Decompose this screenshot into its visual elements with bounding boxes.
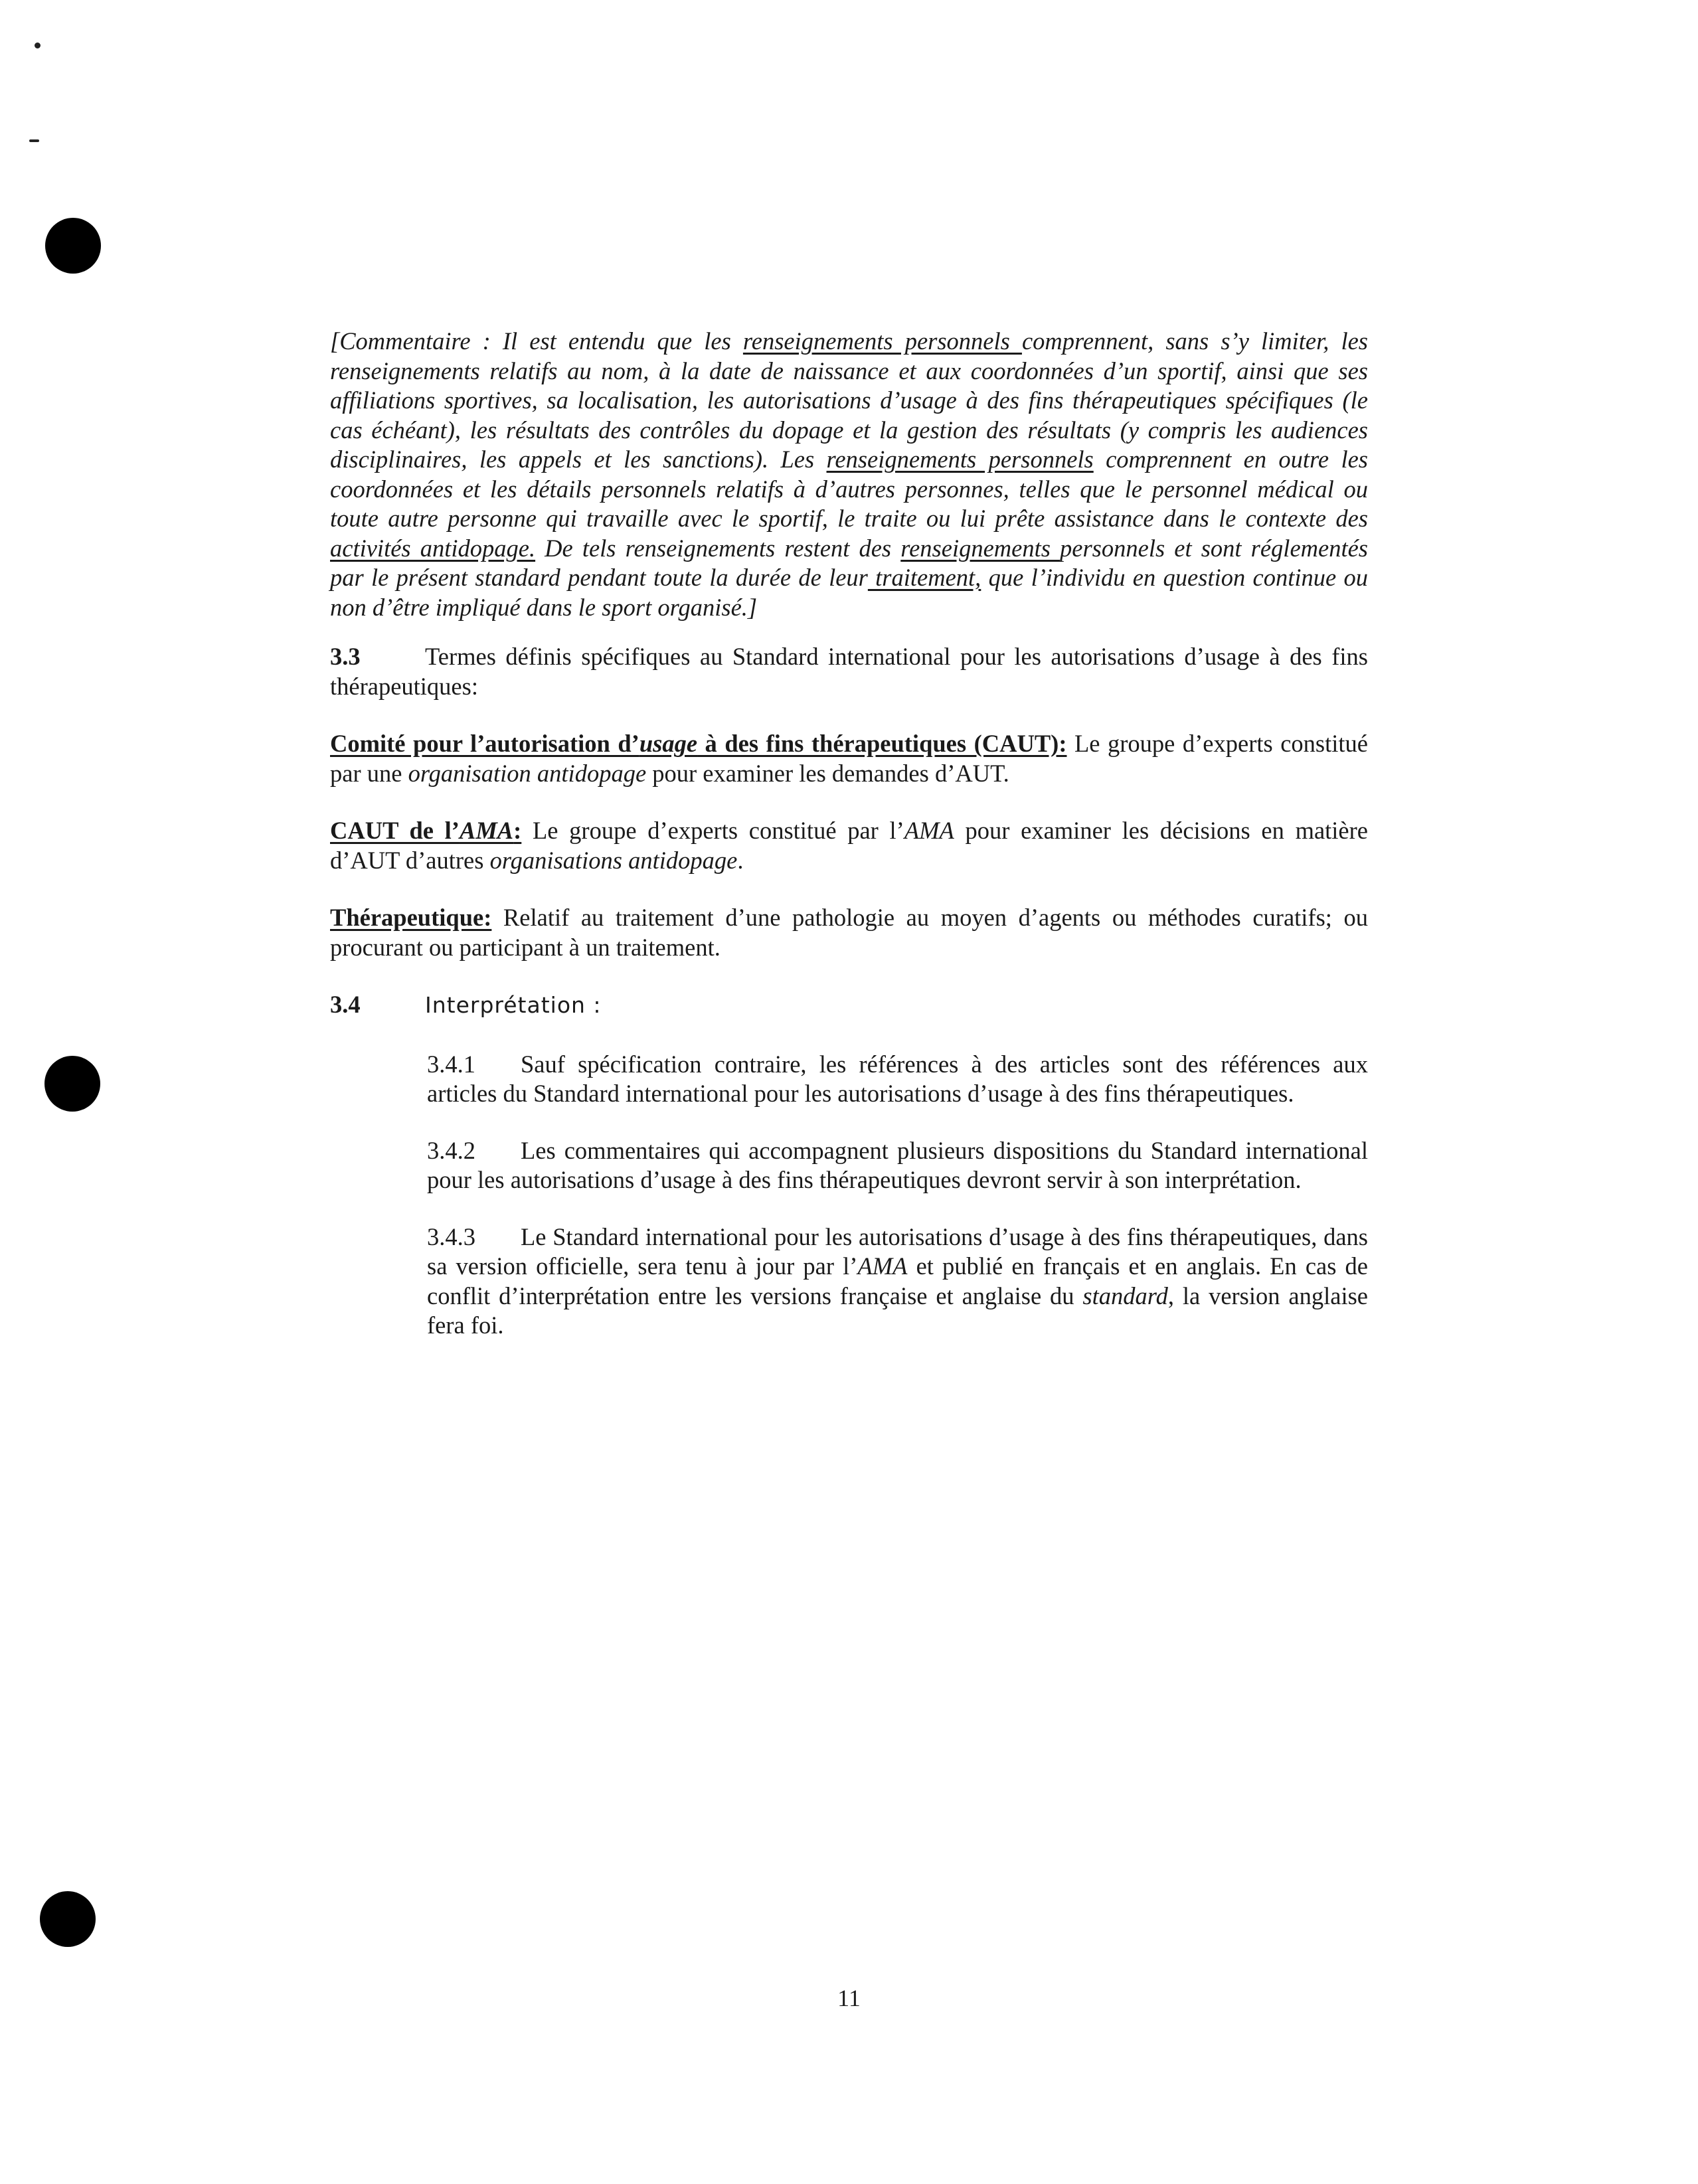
definition-text: . (737, 846, 744, 874)
defined-term-link: renseignements personnels (742, 327, 1022, 355)
section-number: 3.3 (330, 643, 361, 670)
section-3-3 (330, 642, 1368, 701)
defined-term-link: renseignements personnels (826, 446, 1094, 473)
subsection-text: et publié en français et en anglais. En cas de conflit d’interprétation entre les versions française et anglaise du (427, 1252, 1369, 1309)
definition-caut-ama (330, 816, 1368, 875)
punch-hole-top (45, 218, 101, 274)
scan-speck (35, 42, 41, 48)
subsection-text: , la version anglaise fera foi. (427, 1282, 1368, 1339)
subsection-3-4-1 (427, 1050, 1368, 1109)
definition-text-italic: AMA (904, 817, 954, 844)
subsection-number: 3.4.3 (427, 1222, 475, 1250)
definition-text: Relatif au traitement d’une pathologie au moyen d’agents ou méthodes curatifs; ou procurant ou participant à un traitement. (330, 904, 1368, 961)
subsection-text-italic: AMA (857, 1252, 908, 1280)
page-number: 11 (837, 1985, 861, 2011)
definition-term: Thérapeutique: (330, 904, 492, 931)
commentary-text: comprennent en outre les coordonnées et les détails personnels relatifs à d’autres personnes, telles que le personnel médical ou toute autre personne qui travaille avec le sportif, le traite ou lui prête assistance dans le contexte des (330, 446, 1369, 532)
commentary-text: comprennent, sans s’y limiter, les renseignements relatifs au nom, à la date de naissance et aux coordonnées d’un sportif, ainsi que ses affiliations sportives, sa localisation, les autorisations d’usage à des fins thérapeutiques spécifiques (le cas échéant), les résultats des contrôles du dopage et la gestion des résultats (y compris les audiences disciplinaires, les appels et les sanctions). Les (330, 327, 1369, 473)
document-body (330, 327, 1368, 1368)
punch-hole-middle (44, 1056, 100, 1112)
subsection-text: Le Standard international pour les autorisations d’usage à des fins thérapeutiques, dans sa version officielle, sera tenu à jour par l’ (427, 1222, 1368, 1280)
defined-term-link: activités antidopage. (330, 534, 536, 562)
section-3-4-heading (330, 990, 1368, 1021)
defined-term-link: renseignements (900, 534, 1061, 562)
commentary-text: personnels et sont réglementés par le présent standard pendant toute la durée de leur (330, 534, 1369, 591)
definition-therapeutique (330, 903, 1368, 962)
definition-text: Le groupe d’experts constitué par l’ (521, 817, 904, 844)
commentary-text: De tels renseignements restent des (535, 534, 901, 562)
definition-term: CAUT de l’AMA: (330, 817, 522, 844)
definition-text: pour examiner les décisions en matière d’AUT d’autres (330, 817, 1368, 874)
commentary-text: [Commentaire : Il est entendu que les (330, 327, 743, 355)
subsection-text: Sauf spécification contraire, les références à des articles sont des références aux articles du Standard international pour les autorisations d’usage à des fins thérapeutiques. (427, 1050, 1368, 1107)
commentary-paragraph (330, 327, 1368, 622)
definition-caut (330, 729, 1368, 788)
section-text: Termes définis spécifiques au Standard international pour les autorisations d’usage à des fins thérapeutiques: (330, 643, 1368, 700)
subsection-3-4-2 (427, 1136, 1368, 1195)
subsection-number: 3.4.1 (427, 1050, 475, 1078)
definition-text-italic: organisation antidopage (408, 759, 647, 787)
definition-text-italic: organisations antidopage (489, 846, 738, 874)
subsection-text: Les commentaires qui accompagnent plusieurs dispositions du Standard international pour les autorisations d’usage à des fins thérapeutiques devront servir à son interprétation. (427, 1136, 1368, 1193)
definition-text: Le groupe d’experts constitué par une (330, 730, 1368, 787)
scan-speck (29, 139, 39, 142)
subsection-number: 3.4.2 (427, 1136, 475, 1164)
subsection-text-italic: standard (1082, 1282, 1168, 1309)
definition-term: Comité pour l’autorisation d’usage à des fins thérapeutiques (CAUT): (330, 730, 1067, 757)
section-title: Interprétation : (425, 992, 602, 1018)
commentary-text: que l’individu en question continue ou non d’être impliqué dans le sport organisé.] (330, 564, 1368, 621)
punch-hole-bottom (40, 1891, 96, 1947)
defined-term-link: traitement, (867, 564, 981, 591)
section-number: 3.4 (330, 991, 361, 1018)
subsection-3-4-3 (427, 1222, 1368, 1341)
definition-text: pour examiner les demandes d’AUT. (646, 759, 1009, 787)
